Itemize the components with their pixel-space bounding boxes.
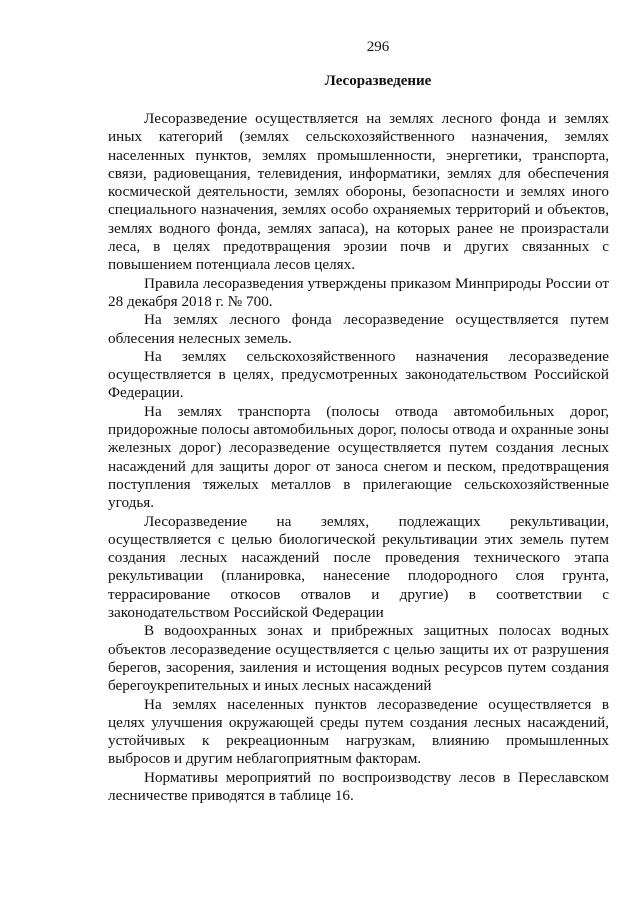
paragraph: На землях лесного фонда лесоразведение осуществляется путем облесения нелесных земель.	[108, 311, 609, 347]
section-title: Лесоразведение	[324, 73, 432, 89]
paragraph: Правила лесоразведения утверждены приказом Минприроды России от 28 декабря 2018 г. № 700.	[108, 274, 609, 310]
paragraph: На землях населенных пунктов лесоразведение осуществляется в целях улучшения окружающей среды путем создания лесных насаждений, устойчивых к рекреационным нагрузкам, влиянию промышленных выбросов и другим неблагоприятным факторам.	[108, 695, 609, 768]
body-text	[108, 110, 609, 805]
paragraph: На землях транспорта (полосы отвода автомобильных дорог, придорожные полосы автомобильных дорог, полосы отвода и охранные зоны железных дорог) лесоразведение осуществляется путем создания лесных насаждений для защиты дорог от заноса снегом и песком, предотвращения поступления тяжелых металлов в прилегающие сельскохозяйственные угодья.	[108, 402, 609, 512]
paragraph: В водоохранных зонах и прибрежных защитных полосах водных объектов лесоразведение осуществляется с целью защиты их от разрушения берегов, засорения, заиления и истощения водных ресурсов путем создания берегоукрепительных и иных лесных насаждений	[108, 622, 609, 695]
paragraph: Нормативы мероприятий по воспроизводству лесов в Переславском лесничестве приводятся в таблице 16.	[108, 768, 609, 804]
paragraph: Лесоразведение осуществляется на землях лесного фонда и землях иных категорий (землях сельскохозяйственного назначения, землях населенных пунктов, землях промышленности, энергетики, транспорта, связи, радиовещания, телевидения, информатики, землях для обеспечения космической деятельности, землях обороны, безопасности и землях иного специального назначения, землях особо охраняемых территорий и объектов, землях водного фонда, землях запаса), на которых ранее не произрастали леса, в целях предотвращения эрозии почв и других связанных с повышением потенциала лесов целях.	[108, 110, 609, 274]
page-number: 296	[366, 39, 390, 55]
paragraph: Лесоразведение на землях, подлежащих рекультивации, осуществляется с целью биологической рекультивации этих земель путем создания лесных насаждений после проведения технического этапа рекультивации (планировка, нанесение плодородного слоя грунта, террасирование откосов отвалов и другие) в соответствии с законодательством Российской Федерации	[108, 512, 609, 622]
paragraph: На землях сельскохозяйственного назначения лесоразведение осуществляется в целях, предусмотренных законодательством Российской Федерации.	[108, 347, 609, 402]
